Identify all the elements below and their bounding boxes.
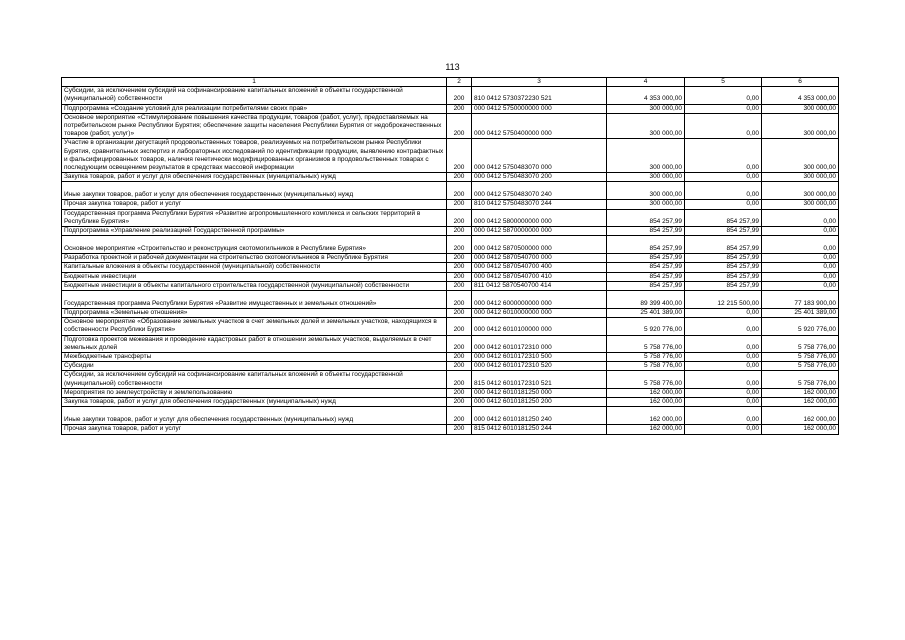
row-kbk: 000 0412 6000000000 000 [472,291,607,309]
row-code: 200 [447,388,472,397]
row-amount-federal: 854 257,99 [685,272,762,281]
row-amount-federal: 0,00 [685,425,762,434]
row-amount-total: 162 000,00 [607,398,685,407]
row-amount-regional: 300 000,00 [762,139,839,173]
row-name: Государственная программа Республики Бурятия «Развитие имущественных и земельных отношений» [62,291,447,309]
row-name: Разработка проектной и рабочей документации на строительство скотомогильников в Республике Бурятия [62,254,447,263]
table-row [62,113,839,139]
row-name: Подпрограмма «Земельные отношения» [62,309,447,318]
row-amount-total: 300 000,00 [607,104,685,113]
row-code: 200 [447,227,472,236]
row-name: Иные закупки товаров, работ и услуг для обеспечения государственных (муниципальных) нужд [62,407,447,425]
table-row [62,104,839,113]
row-kbk: 000 0412 5800000000 000 [472,209,607,226]
row-amount-federal: 0,00 [685,353,762,362]
row-code: 200 [447,291,472,309]
row-amount-federal: 854 257,99 [685,236,762,254]
row-name: Участие в организации дегустаций продовольственных товаров, реализуемых на потребительском рынке Республики Бурятия, сравнительных экспертиз и лабораторных исследований по идентификации продукции, выявлению контрафактных и фальсифицированных товаров, наличия генетически модифицированных организмов в продовольственных товарах с последующим освещением результатов в средствах массовой информации [62,139,447,173]
row-code: 200 [447,362,472,371]
row-amount-regional: 0,00 [762,281,839,290]
row-amount-total: 162 000,00 [607,388,685,397]
row-amount-total: 5 920 776,00 [607,318,685,335]
row-amount-federal: 0,00 [685,318,762,335]
table-row [62,425,839,434]
row-code: 200 [447,113,472,139]
row-code: 200 [447,209,472,226]
row-amount-federal: 854 257,99 [685,281,762,290]
row-amount-federal: 0,00 [685,139,762,173]
row-amount-total: 5 758 776,00 [607,335,685,352]
column-header: 2 [447,78,472,87]
row-amount-total: 5 758 776,00 [607,362,685,371]
table-row [62,173,839,182]
column-header: 3 [472,78,607,87]
row-amount-federal: 0,00 [685,182,762,200]
row-kbk: 000 0412 6010100000 000 [472,318,607,335]
row-amount-regional: 300 000,00 [762,113,839,139]
row-amount-total: 854 257,99 [607,209,685,226]
row-name: Основное мероприятие «Стимулирование повышения качества продукции, товаров (работ, услуг), предоставляемых на потребительском рынке Республики Бурятия; обеспечение защиты населения Республики Бурятия от недоброкачественных товаров (работ, услуг)» [62,113,447,139]
table-row [62,398,839,407]
row-amount-federal: 0,00 [685,309,762,318]
row-amount-total: 89 399 400,00 [607,291,685,309]
row-code: 200 [447,254,472,263]
row-amount-regional: 5 758 776,00 [762,371,839,388]
row-name: Основное мероприятие «Образование земельных участков в счет земельных долей и земельных участков, находящихся в собственности Республики Бурятия» [62,318,447,335]
row-amount-regional: 300 000,00 [762,182,839,200]
row-code: 200 [447,335,472,352]
row-name: Бюджетные инвестиции [62,272,447,281]
row-kbk: 000 0412 5870540700 400 [472,263,607,272]
row-amount-total: 854 257,99 [607,281,685,290]
header-row [62,78,839,87]
row-kbk: 000 0412 5870500000 000 [472,236,607,254]
row-amount-total: 300 000,00 [607,173,685,182]
row-amount-total: 300 000,00 [607,182,685,200]
row-amount-federal: 0,00 [685,398,762,407]
row-amount-federal: 0,00 [685,200,762,209]
row-name: Основное мероприятие «Строительство и реконструкция скотомогильников в Республике Бурятия» [62,236,447,254]
row-name: Межбюджетные трансферты [62,353,447,362]
row-kbk: 811 0412 5870540700 414 [472,281,607,290]
row-amount-federal: 0,00 [685,388,762,397]
row-kbk: 815 0412 6010172310 521 [472,371,607,388]
row-amount-federal: 0,00 [685,87,762,104]
row-amount-regional: 5 920 776,00 [762,318,839,335]
row-code: 200 [447,309,472,318]
row-kbk: 000 0412 6010172310 500 [472,353,607,362]
row-code: 200 [447,272,472,281]
row-name: Субсидии [62,362,447,371]
table-row [62,182,839,200]
row-kbk: 000 0412 5750000000 000 [472,104,607,113]
table-row [62,309,839,318]
row-code: 200 [447,173,472,182]
table-row [62,407,839,425]
table-row [62,209,839,226]
row-amount-federal: 0,00 [685,173,762,182]
row-code: 200 [447,318,472,335]
row-amount-federal: 0,00 [685,407,762,425]
row-amount-total: 854 257,99 [607,236,685,254]
row-kbk: 000 0412 6010181250 200 [472,398,607,407]
row-amount-regional: 162 000,00 [762,425,839,434]
row-name: Субсидии, за исключением субсидий на софинансирование капитальных вложений в объекты государственной (муниципальной) собственности [62,87,447,104]
row-amount-regional: 5 758 776,00 [762,353,839,362]
table-row [62,388,839,397]
row-name: Закупка товаров, работ и услуг для обеспечения государственных (муниципальных) нужд [62,398,447,407]
row-kbk: 000 0412 5870540700 410 [472,272,607,281]
table-body [62,87,839,434]
row-amount-total: 162 000,00 [607,407,685,425]
row-amount-regional: 162 000,00 [762,398,839,407]
row-kbk: 000 0412 6010000000 000 [472,309,607,318]
row-kbk: 000 0412 5870540700 000 [472,254,607,263]
row-kbk: 000 0412 5870000000 000 [472,227,607,236]
column-header: 6 [762,78,839,87]
row-amount-regional: 25 401 389,00 [762,309,839,318]
row-name: Государственная программа Республики Бурятия «Развитие агропромышленного комплекса и сельских территорий в Республике Бурятия» [62,209,447,226]
row-amount-federal: 0,00 [685,371,762,388]
row-amount-total: 854 257,99 [607,254,685,263]
row-amount-federal: 0,00 [685,362,762,371]
row-kbk: 000 0412 6010181250 240 [472,407,607,425]
table-row [62,254,839,263]
row-amount-federal: 0,00 [685,335,762,352]
table-row [62,371,839,388]
row-kbk: 000 0412 6010172310 000 [472,335,607,352]
row-amount-regional: 162 000,00 [762,388,839,397]
row-code: 200 [447,182,472,200]
row-amount-regional: 5 758 776,00 [762,335,839,352]
row-code: 200 [447,104,472,113]
row-name: Иные закупки товаров, работ и услуг для обеспечения государственных (муниципальных) нужд [62,182,447,200]
table-row [62,236,839,254]
row-name: Прочая закупка товаров, работ и услуг [62,200,447,209]
row-amount-regional: 0,00 [762,254,839,263]
budget-table [61,77,839,435]
row-amount-regional: 77 183 900,00 [762,291,839,309]
page-number: 113 [445,62,460,72]
table-row [62,87,839,104]
row-code: 200 [447,263,472,272]
row-name: Мероприятия по землеустройству и землепользованию [62,388,447,397]
table-row [62,362,839,371]
row-name: Подпрограмма «Создание условий для реализации потребителями своих прав» [62,104,447,113]
row-kbk: 000 0412 6010181250 000 [472,388,607,397]
row-amount-total: 854 257,99 [607,227,685,236]
row-name: Прочая закупка товаров, работ и услуг [62,425,447,434]
table-row [62,227,839,236]
row-code: 200 [447,353,472,362]
row-kbk: 000 0412 5750483070 200 [472,173,607,182]
table-row [62,272,839,281]
row-amount-total: 300 000,00 [607,139,685,173]
row-amount-regional: 162 000,00 [762,407,839,425]
row-kbk: 000 0412 5750400000 000 [472,113,607,139]
row-amount-regional: 4 353 000,00 [762,87,839,104]
row-code: 200 [447,371,472,388]
row-code: 200 [447,200,472,209]
row-amount-total: 162 000,00 [607,425,685,434]
row-amount-total: 854 257,99 [607,263,685,272]
row-kbk: 815 0412 6010181250 244 [472,425,607,434]
row-code: 200 [447,407,472,425]
row-amount-regional: 300 000,00 [762,173,839,182]
row-kbk: 000 0412 6010172310 520 [472,362,607,371]
row-amount-total: 4 353 000,00 [607,87,685,104]
row-kbk: 810 0412 5750483070 244 [472,200,607,209]
row-amount-total: 25 401 389,00 [607,309,685,318]
row-code: 200 [447,139,472,173]
row-amount-regional: 0,00 [762,227,839,236]
row-kbk: 000 0412 5750483070 000 [472,139,607,173]
row-amount-total: 5 758 776,00 [607,371,685,388]
row-name: Закупка товаров, работ и услуг для обеспечения государственных (муниципальных) нужд [62,173,447,182]
table-row [62,263,839,272]
row-amount-federal: 854 257,99 [685,263,762,272]
row-amount-regional: 300 000,00 [762,200,839,209]
table-row [62,139,839,173]
table-row [62,291,839,309]
column-header: 1 [62,78,447,87]
row-code: 200 [447,281,472,290]
row-amount-total: 300 000,00 [607,113,685,139]
row-amount-federal: 12 215 500,00 [685,291,762,309]
row-amount-regional: 0,00 [762,209,839,226]
row-name: Бюджетные инвестиции в объекты капитального строительства государственной (муниципальной) собственности [62,281,447,290]
row-code: 200 [447,87,472,104]
row-amount-total: 854 257,99 [607,272,685,281]
table-row [62,200,839,209]
row-code: 200 [447,425,472,434]
row-kbk: 000 0412 5750483070 240 [472,182,607,200]
row-code: 200 [447,398,472,407]
row-amount-federal: 0,00 [685,113,762,139]
row-amount-federal: 854 257,99 [685,209,762,226]
row-amount-federal: 854 257,99 [685,254,762,263]
row-amount-total: 300 000,00 [607,200,685,209]
row-amount-regional: 5 758 776,00 [762,362,839,371]
column-header: 4 [607,78,685,87]
table-row [62,318,839,335]
row-amount-regional: 0,00 [762,272,839,281]
row-name: Капитальные вложения в объекты государственной (муниципальной) собственности [62,263,447,272]
row-amount-regional: 300 000,00 [762,104,839,113]
table-row [62,335,839,352]
row-amount-regional: 0,00 [762,263,839,272]
row-amount-federal: 854 257,99 [685,227,762,236]
row-name: Подготовка проектов межевания и проведение кадастровых работ в отношении земельных участков, выделяемых в счет земельных долей [62,335,447,352]
row-amount-federal: 0,00 [685,104,762,113]
column-header: 5 [685,78,762,87]
row-kbk: 810 0412 5730372230 521 [472,87,607,104]
row-code: 200 [447,236,472,254]
row-amount-total: 5 758 776,00 [607,353,685,362]
table-row [62,353,839,362]
row-name: Субсидии, за исключением субсидий на софинансирование капитальных вложений в объекты государственной (муниципальной) собственности [62,371,447,388]
row-amount-regional: 0,00 [762,236,839,254]
table-row [62,281,839,290]
row-name: Подпрограмма «Управление реализацией Государственной программы» [62,227,447,236]
